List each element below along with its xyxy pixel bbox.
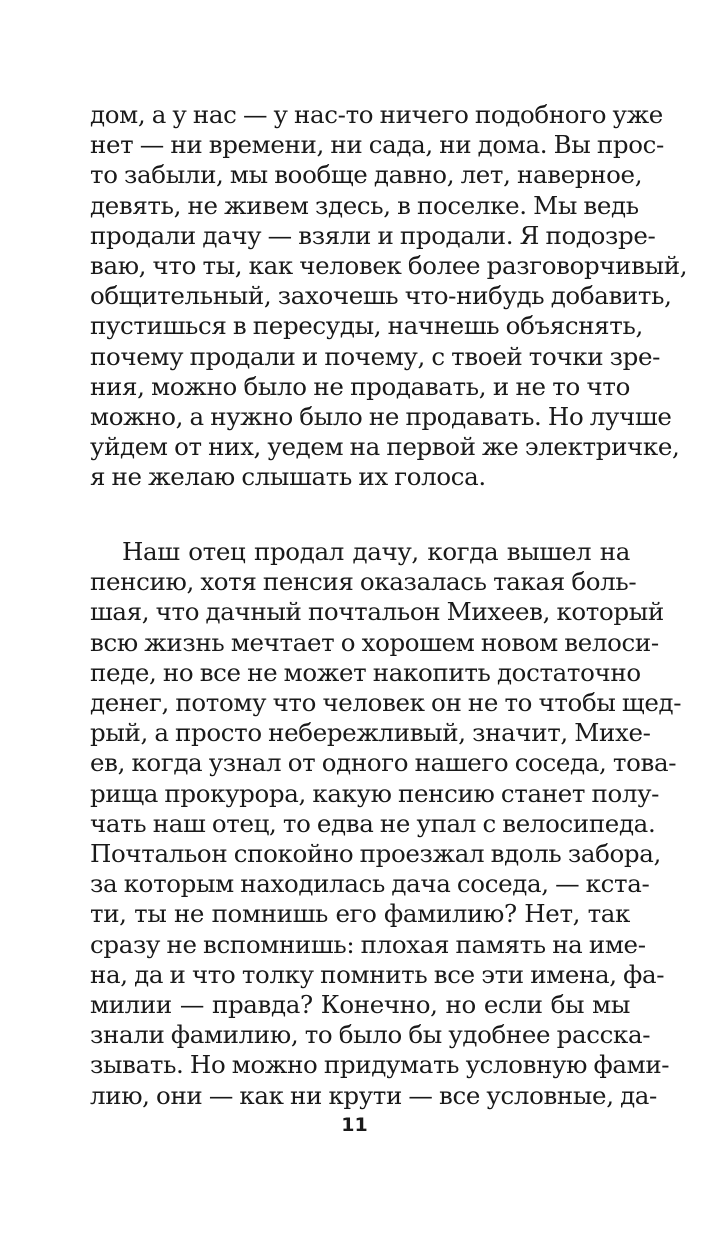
text-line: Наш отец продал дачу, когда вышел на [122, 537, 630, 566]
text-line: нет — ни времени, ни сада, ни дома. Вы прос- [90, 130, 664, 160]
text-line: уйдем от них, уедем на первой же электричке, [90, 432, 680, 462]
text-line: сразу не вспомнишь: плохая память на име- [90, 929, 646, 959]
text-line: пенсию, хотя пенсия оказалась такая боль- [90, 567, 637, 597]
text-line: дом, а у нас — у нас-то ничего подобного уже [90, 100, 663, 129]
text-line: почему продали и почему, с твоей точки зре- [90, 341, 661, 371]
text-line: рища прокурора, какую пенсию станет полу- [90, 778, 660, 808]
text-line: чать наш отец, то едва не упал с велосипеда. [90, 808, 656, 838]
text-line: лию, они — как ни крути — все условные, да- [90, 1080, 657, 1110]
text-line: ваю, что ты, как человек более разговорчивый, [90, 251, 688, 281]
text-line: на, да и что толку помнить все эти имена, фа- [90, 959, 665, 989]
text-line: общительный, захочешь что-нибудь добавить, [90, 281, 672, 311]
text-line: за которым находилась дача соседа, — кста- [90, 869, 650, 899]
text-line: девять, не живем здесь, в поселке. Мы ведь [90, 190, 639, 220]
text-line: то забыли, мы вообще давно, лет, наверное, [90, 160, 643, 190]
text-line: шая, что дачный почтальон Михеев, который [90, 597, 664, 627]
text-line: можно, а нужно было не продавать. Но лучше [90, 402, 672, 432]
text-line: я не желаю слышать их голоса. [90, 462, 486, 492]
text-line: денег, потому что человек он не то чтобы щед- [90, 688, 682, 718]
paragraph-2 [90, 537, 682, 1111]
text-line: ния, можно было не продавать, и не то что [90, 371, 630, 401]
text-line: ев, когда узнал от одного нашего соседа, това- [90, 748, 677, 778]
text-line: ти, ты не помнишь его фамилию? Нет, так [90, 899, 630, 929]
text-line: пустишься в пересуды, начнешь объяснять, [90, 311, 643, 341]
paragraph-1 [90, 100, 688, 493]
text-line: всю жизнь мечтает о хорошем новом велоси- [90, 627, 659, 657]
text-line: рый, а просто небережливый, значит, Михе- [90, 718, 651, 748]
text-line: Почтальон спокойно проезжал вдоль забора, [90, 839, 661, 869]
page-number: 11 [341, 1114, 368, 1136]
text-line: педе, но все не может накопить достаточно [90, 657, 641, 687]
text-line: продали дачу — взяли и продали. Я подозре- [90, 220, 656, 250]
text-line: знали фамилию, то было бы удобнее расска- [90, 1020, 651, 1050]
text-line: зывать. Но можно придумать условную фами- [90, 1050, 670, 1080]
text-line: милии — правда? Конечно, но если бы мы [90, 990, 630, 1020]
